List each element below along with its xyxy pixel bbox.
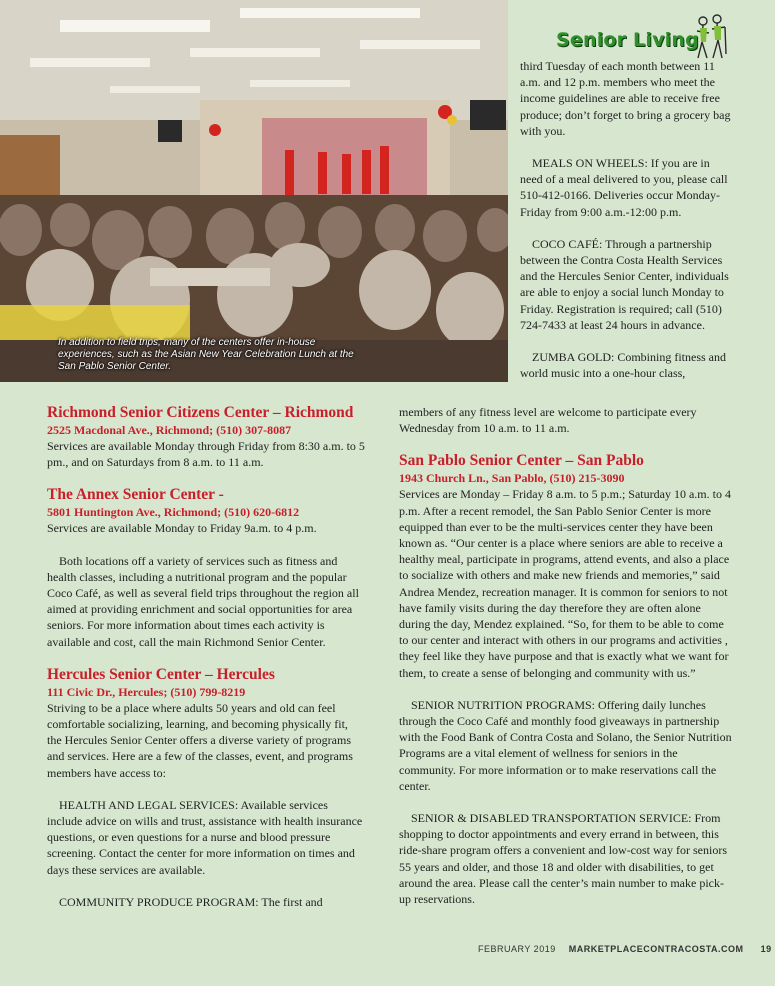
sanpablo-body: Services are Monday – Friday 8 a.m. to 5 p.m.; Saturday 10 a.m. to 4 p.m. After a recent remodel, the San Pablo Senior Center is more equipped than ever to be the multi-services center they have been known as. “Our center is a place where seniors are able to receive a healthy meal, participate in programs, attend events, and also a place to socialize with others and make new friends and memories,” said Andrea Mendez, recreation manager. It is common for seniors to not have family visits during the day therefore they are often alone during the day, Mendez explained. “So, for them to be able to come to our center and interact with others in our programs and activities , they feel like they have purpose and that is exactly what we want for them, to create a sense of belonging and community with us.” <box>399 487 731 680</box>
transportation-service: SENIOR & DISABLED TRANSPORTATION SERVICE: From shopping to doctor appointments and every errand in between, this ride-share program offers a convenient and low-cost way for seniors 55 years and older, and those 18 and older with disabilities, to get around the area. Please call the center’s main number to make pick-up reservations. <box>399 811 727 907</box>
sanpablo-heading: San Pablo Senior Center – San Pablo <box>399 452 644 470</box>
zumba-gold-a: ZUMBA GOLD: Combining fitness and world music into a one-hour class, <box>520 350 726 381</box>
right-column <box>399 404 734 907</box>
page-footer <box>478 944 772 954</box>
community-produce-cont: third Tuesday of each month between 11 a.m. and 12 p.m. members who meet the income guidelines are able to receive free produce; don’t forget to bring a grocery bag with you. <box>520 59 731 138</box>
richmond-address: 2525 Macdonal Ave., Richmond; (510) 307-8087 <box>47 423 292 437</box>
right-column-top <box>520 58 732 381</box>
health-legal-services: HEALTH AND LEGAL SERVICES: Available services include advice on wills and trust, assistance with health insurance questions, or even questions for a nurse and blood pressure screening. Contact the center for more information on times and days these services are available. <box>47 797 363 877</box>
richmond-heading: Richmond Senior Citizens Center – Richmond <box>47 404 354 421</box>
community-produce-start: COMMUNITY PRODUCE PROGRAM: The first and <box>59 894 323 909</box>
annex-heading: The Annex Senior Center - <box>47 486 224 504</box>
meals-on-wheels: MEALS ON WHEELS: If you are in need of a meal delivered to you, please call 510-412-0166. Deliveries occur Monday-Friday from 9:00 a.m.-12:00 p.m. <box>520 156 728 219</box>
event-photo <box>0 0 508 382</box>
senior-nutrition: SENIOR NUTRITION PROGRAMS: Offering daily lunches through the Coco Café and monthly food giveaways in partnership with the Food Bank of Contra Costa and Solano, the Senior Nutrition Programs are a vital element of wellness for seniors in the community. For more information or to make reservations call the center. <box>399 697 732 793</box>
zumba-gold-b: members of any fitness level are welcome to participate every Wednesday from 10 a.m. to 11 a.m. <box>399 405 697 436</box>
sanpablo-address: 1943 Church Ln., San Pablo, (510) 215-3090 <box>399 471 625 486</box>
richmond-body: Services are available Monday through Friday from 8:30 a.m. to 5 pm., and on Saturdays from 8 a.m. to 11 a.m. <box>47 439 365 470</box>
annex-address: 5801 Huntington Ave., Richmond; (510) 620-6812 <box>47 505 300 520</box>
page-number: 19 <box>760 944 772 954</box>
brand-title: Senior Living <box>556 29 699 51</box>
footer-date: FEBRUARY 2019 <box>478 944 556 954</box>
coco-cafe: COCO CAFÉ: Through a partnership between the Contra Costa Health Services and the Hercules Senior Center, individuals are able to enjoy a social lunch Monday to Friday. Registration is required; call (510) 724-7433 at least 24 hours in advance. <box>520 236 729 332</box>
section-brand <box>556 20 746 60</box>
annex-body: Services are available Monday to Friday 9a.m. to 4 p.m. <box>47 521 317 536</box>
hercules-heading: Hercules Senior Center – Hercules <box>47 665 275 683</box>
annex-body-2: Both locations off a variety of services such as fitness and health classes, including a nutritional program and the popular Coco Café, as well as several field trips throughout the region all aimed at providing enrichment and social opportunities for area seniors. For more information about times each activity is available and cost, call the main Richmond Senior Center. <box>47 553 359 649</box>
seniors-illustration-icon <box>694 14 728 60</box>
hercules-body: Striving to be a place where adults 50 years and old can feel comfortable socializing, learning, and becoming physically fit, the Hercules Senior Center offers a diverse variety of programs and services. Here are a few of the classes, event, and programs members have access to: <box>47 700 353 780</box>
left-column <box>47 404 365 910</box>
footer-site: MARKETPLACECONTRACOSTA.COM <box>568 944 744 954</box>
hercules-address: 111 Civic Dr., Hercules; (510) 799-8219 <box>47 684 246 699</box>
photo-caption: In addition to field trips, many of the centers offer in-house experiences, such as the Asian New Year Celebration Lunch at the San Pablo Senior Center. <box>58 337 354 372</box>
